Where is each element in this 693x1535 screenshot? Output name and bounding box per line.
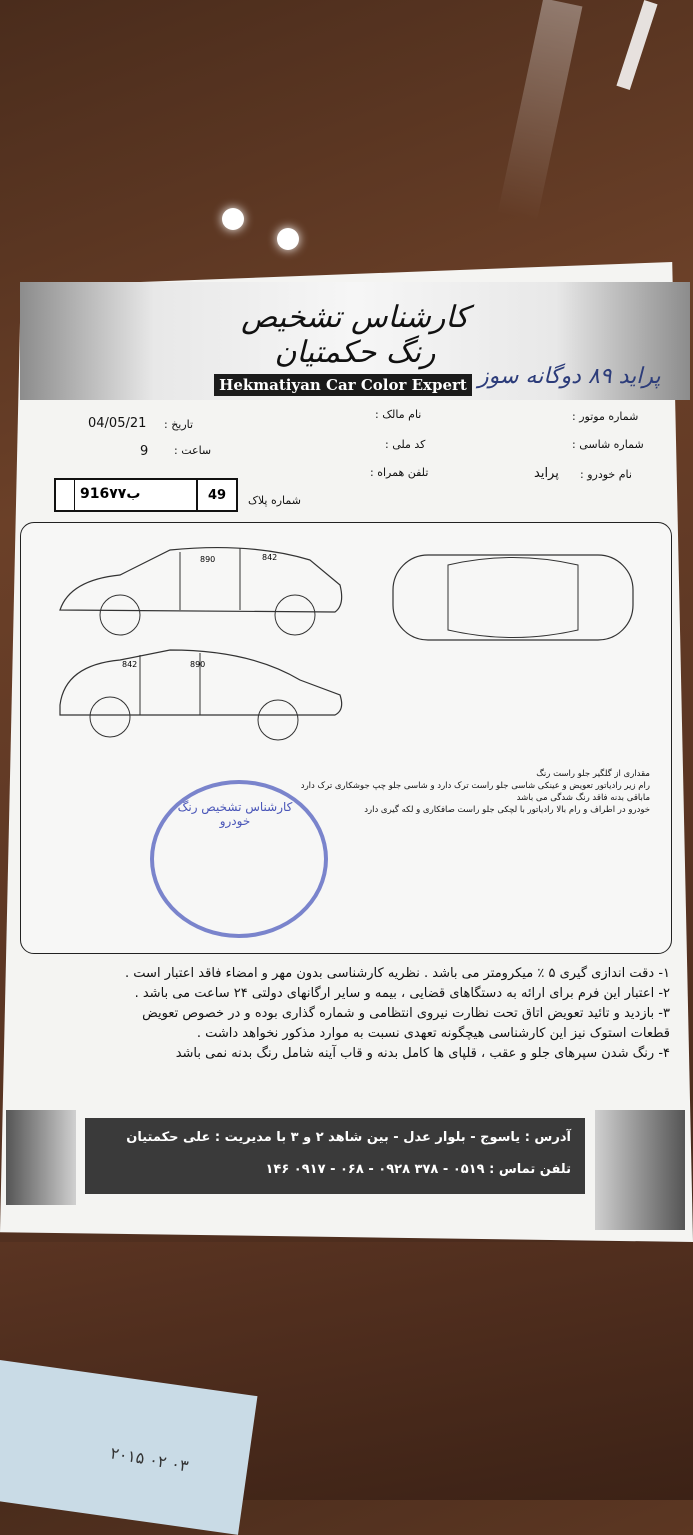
footer-shade-right	[595, 1110, 685, 1230]
term-item: قطعات استوک نیز این کارشناسی هیچگونه تعهدی نسبت به موارد مذکور نخواهد داشت .	[196, 1026, 670, 1041]
table-glare	[498, 0, 583, 222]
address-text: آدرس : یاسوج - بلوار عدل - بین شاهد ۲ و ۳ با مدیریت : علی حکمتیان	[126, 1130, 571, 1145]
car-name-label: نام خودرو :	[580, 468, 632, 481]
car-side-view-right	[50, 540, 350, 640]
car-side-view-left	[50, 645, 350, 745]
term-item: ۴- رنگ شدن سپرهای جلو و عقب ، قلپای ها کامل بدنه و قاب آینه شامل رنگ بدنه نمی باشد	[175, 1046, 670, 1061]
date-label: تاریخ :	[164, 418, 194, 431]
time-label: ساعت :	[174, 444, 212, 457]
car-top-view	[388, 545, 638, 645]
term-item: ۲- اعتبار این فرم برای ارائه به دستگاهای قضایی ، بیمه و سایر ارگانهای دولتی ۲۴ ساعت می باشد .	[134, 986, 670, 1001]
term-item: ۱- دقت اندازی گیری ۵ ٪ میکرومتر می باشد . نظریه کارشناسی بدون مهر و امضاء فاقد اعتبار است .	[125, 966, 670, 981]
terms-list	[10, 964, 670, 1064]
thickness-label-c: 842	[122, 660, 138, 669]
time-value: 9	[140, 444, 149, 459]
handwritten-car-model: پراید ۸۹ دوگانه سوز	[478, 364, 661, 389]
stamp-text: کارشناس تشخیص رنگ خودرو	[177, 800, 293, 828]
card-number-text: ۲۰۱۵ ۰۲ ۰۳	[108, 1443, 190, 1476]
note-line: مقداری از گلگیر جلو راست رنگ	[536, 769, 650, 779]
thickness-label-a: 890	[200, 555, 216, 564]
inspection-notes	[270, 768, 650, 816]
contact-footer	[85, 1118, 585, 1194]
plate-label: شماره پلاک	[248, 494, 301, 507]
owner-label: نام مالک :	[375, 408, 422, 421]
brand-title-fa: کارشناس تشخیص رنگ حکمتیان	[241, 300, 469, 370]
thickness-label-d: 890	[190, 660, 206, 669]
footer-shade-left	[6, 1110, 76, 1205]
ceiling-light-reflection	[277, 228, 299, 250]
plate-code: 49	[196, 480, 236, 510]
national-code-label: کد ملی :	[385, 438, 426, 451]
car-name-value: پراید	[534, 466, 559, 481]
iran-flag-icon	[56, 480, 75, 510]
chassis-label: شماره شاسی :	[572, 438, 644, 451]
plate-number: 916ب۷۷	[80, 486, 141, 502]
note-line: ماباقی بدنه فاقد رنگ شدگی می باشد	[516, 793, 650, 803]
note-line: خودرو در اطراف و رام بالا رادیاتور با لچکی جلو راست صافکاری و لکه گیری دارد	[364, 805, 650, 815]
table-glare-light	[616, 0, 657, 90]
term-item: ۳- بازدید و تائید تعویض اتاق تحت نظارت نیروی انتظامی و شماره گذاری بوده و در خصوص تعویض	[142, 1006, 670, 1021]
phone-text: تلفن تماس : ۰۵۱۹ - ۳۷۸ ۰۹۲۸ - ۰۶۸ - ۰۹۱۷ ۱۴۶	[265, 1162, 571, 1177]
note-line: رام زیر رادیاتور تعویض و عینکی شاسی جلو راست ترک دارد و شاسی جلو چپ جوشکاری ترک دارد	[300, 781, 650, 791]
thickness-label-b: 842	[262, 553, 278, 562]
license-plate	[54, 478, 238, 512]
ceiling-light-reflection	[222, 208, 244, 230]
mobile-label: تلفن همراه :	[370, 466, 429, 479]
date-value: 04/05/21	[88, 416, 147, 431]
engine-label: شماره موتور :	[572, 410, 639, 423]
brand-title-en: Hekmatiyan Car Color Expert	[214, 374, 472, 396]
